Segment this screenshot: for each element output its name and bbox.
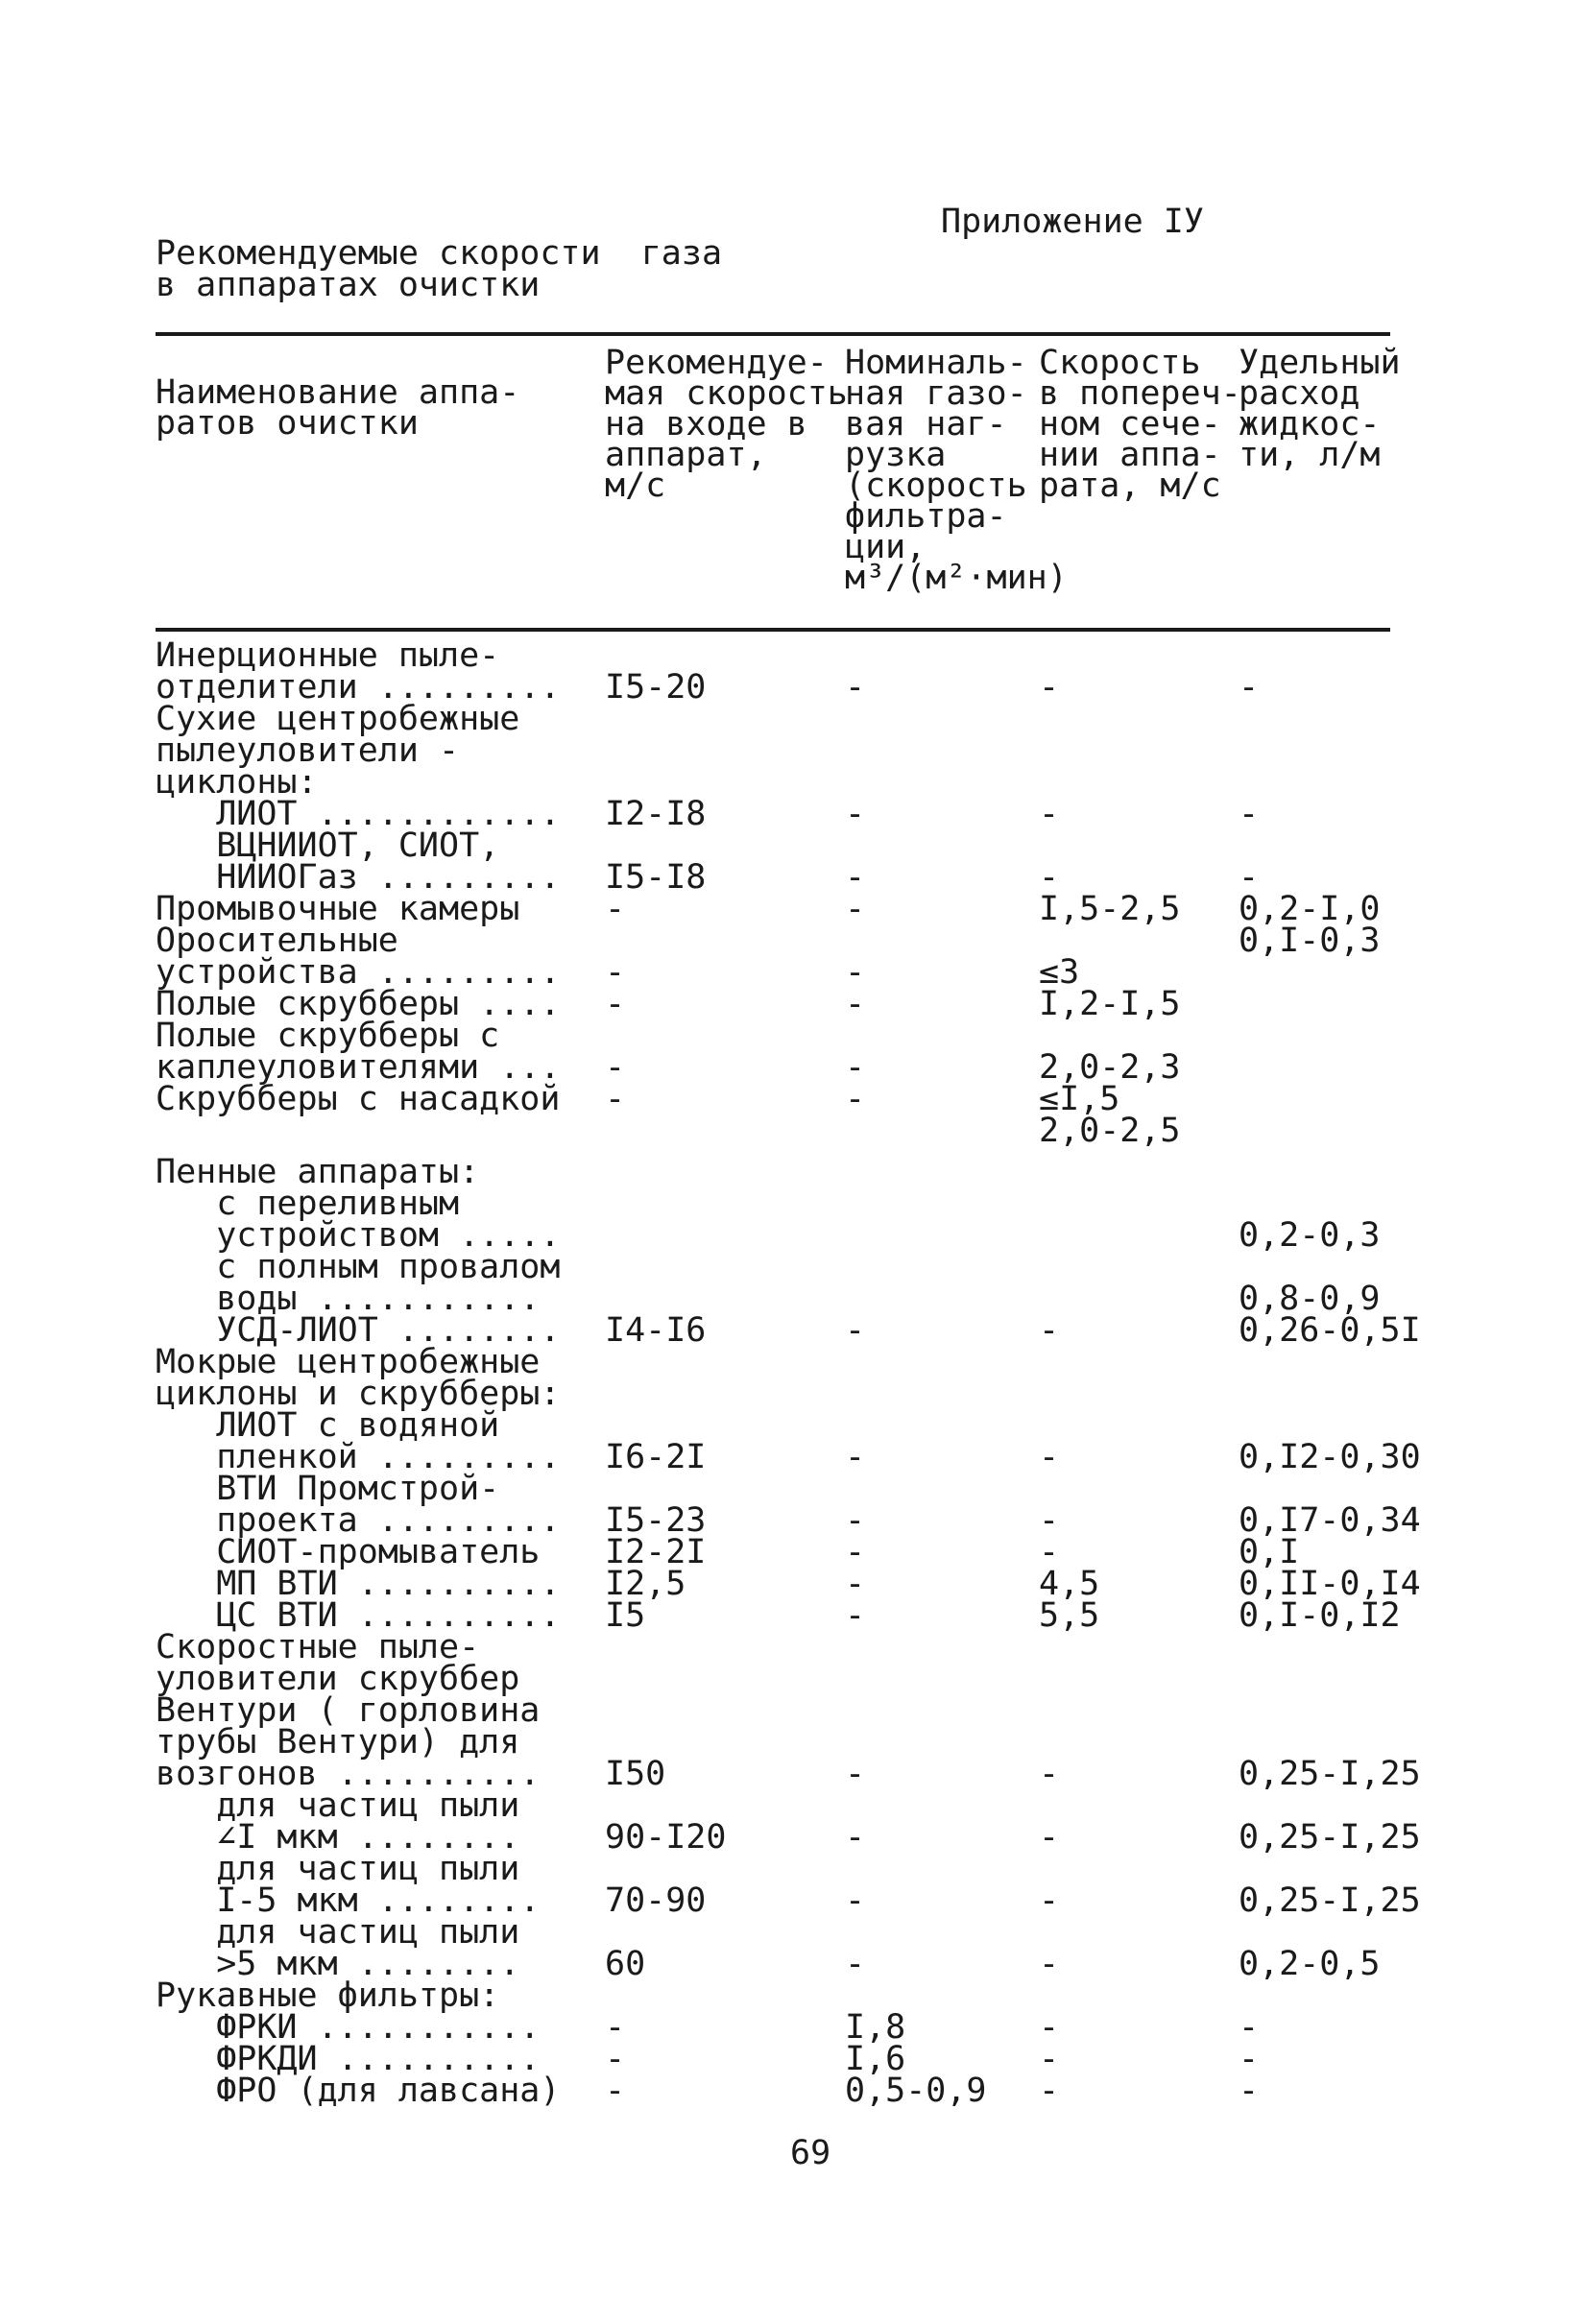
row-liquid-consumption: 0,25-I,25 bbox=[1239, 1818, 1421, 1857]
row-name: Мокрые центробежные циклоны и скрубберы: bbox=[156, 1343, 561, 1413]
row-gas-load: - bbox=[845, 1755, 866, 1793]
document-title: Рекомендуемые скорости газа в аппаратах очистки bbox=[156, 234, 723, 304]
row-cross-velocity: - bbox=[1039, 1533, 1060, 1571]
row-name: Пенные аппараты: bbox=[156, 1153, 480, 1191]
row-gas-load: - bbox=[845, 985, 866, 1023]
row-name: Полые скрубберы .... bbox=[156, 985, 561, 1023]
row-cross-velocity: - bbox=[1039, 2040, 1060, 2078]
row-inlet-velocity: - bbox=[605, 985, 626, 1023]
row-liquid-consumption: - bbox=[1239, 2040, 1260, 2078]
row-inlet-velocity: 60 bbox=[605, 1945, 646, 1983]
row-liquid-consumption: 0,2-0,3 bbox=[1239, 1216, 1381, 1255]
row-liquid-consumption: - bbox=[1239, 668, 1260, 707]
row-inlet-velocity: I2-I8 bbox=[605, 795, 707, 833]
row-inlet-velocity: I5-23 bbox=[605, 1501, 707, 1540]
row-gas-load: 0,5-0,9 bbox=[845, 2072, 987, 2110]
row-gas-load: - bbox=[845, 668, 866, 707]
row-inlet-velocity: I2-2I bbox=[605, 1533, 707, 1571]
row-cross-velocity: - bbox=[1039, 1945, 1060, 1983]
row-liquid-consumption: 0,8-0,9 bbox=[1239, 1280, 1381, 1318]
header-gas-load: Номиналь- ная газо- вая наг- рузка (скорость фильтра- ции, м³/(м²·мин) bbox=[845, 344, 1068, 597]
row-gas-load: - bbox=[845, 1565, 866, 1603]
row-name: Полые скрубберы с каплеуловителями ... bbox=[156, 1017, 561, 1087]
row-gas-load: I,8 bbox=[845, 2008, 906, 2047]
row-cross-velocity: - bbox=[1039, 668, 1060, 707]
row-gas-load: - bbox=[845, 1881, 866, 1920]
row-gas-load: - bbox=[845, 1818, 866, 1857]
row-cross-velocity: - bbox=[1039, 1311, 1060, 1350]
row-liquid-consumption: 0,25-I,25 bbox=[1239, 1881, 1421, 1920]
row-inlet-velocity: - bbox=[605, 953, 626, 992]
row-inlet-velocity: - bbox=[605, 1048, 626, 1087]
row-name: для частиц пыли >5 мкм ........ bbox=[216, 1913, 520, 1983]
row-inlet-velocity: I5-20 bbox=[605, 668, 707, 707]
row-cross-velocity: - bbox=[1039, 1755, 1060, 1793]
row-cross-velocity: I,2-I,5 bbox=[1039, 985, 1181, 1023]
header-inlet-velocity: Рекомендуе- мая скорость на входе в аппарат, м/с bbox=[605, 344, 848, 505]
row-name: ФРО (для лавсана) bbox=[156, 2072, 561, 2110]
row-name: Сухие центробежные пылеуловители - циклоны: bbox=[156, 700, 520, 802]
row-cross-velocity: - bbox=[1039, 795, 1060, 833]
row-inlet-velocity: - bbox=[605, 890, 626, 928]
row-name: ЛИОТ с водяной пленкой ......... bbox=[216, 1406, 561, 1476]
row-name: с полным провалом воды ........... bbox=[216, 1248, 561, 1318]
row-name: Скрубберы с насадкой bbox=[156, 1080, 561, 1118]
row-gas-load: - bbox=[845, 1048, 866, 1087]
row-gas-load: - bbox=[845, 890, 866, 928]
row-inlet-velocity: I5 bbox=[605, 1596, 646, 1635]
row-gas-load: I,6 bbox=[845, 2040, 906, 2078]
header-liquid-consumption: Удельный расход жидкос- ти, л/м bbox=[1239, 344, 1401, 474]
row-name: ВТИ Промстрой- проекта ......... bbox=[216, 1470, 561, 1540]
header-cross-section-velocity: Скорость в попереч- ном сече- нии аппа- рата, м/с bbox=[1039, 344, 1241, 505]
row-inlet-velocity: I5-I8 bbox=[605, 858, 707, 897]
row-name: Промывочные камеры bbox=[156, 890, 520, 928]
row-cross-velocity: ≤3 bbox=[1039, 953, 1080, 992]
row-cross-velocity: 5,5 bbox=[1039, 1596, 1100, 1635]
row-cross-velocity: 2,0-2,3 bbox=[1039, 1048, 1181, 1087]
row-cross-velocity: - bbox=[1039, 2072, 1060, 2110]
row-gas-load: - bbox=[845, 1311, 866, 1350]
row-cross-velocity: - bbox=[1039, 1881, 1060, 1920]
row-cross-velocity: - bbox=[1039, 858, 1060, 897]
row-gas-load: - bbox=[845, 1945, 866, 1983]
row-liquid-consumption: - bbox=[1239, 858, 1260, 897]
row-gas-load: - bbox=[845, 953, 866, 992]
appendix-label: Приложение IУ bbox=[941, 203, 1204, 241]
row-liquid-consumption: - bbox=[1239, 795, 1260, 833]
row-gas-load: - bbox=[845, 1501, 866, 1540]
row-name: ЦС ВТИ .......... bbox=[156, 1596, 561, 1635]
row-name: ФРКДИ .......... bbox=[156, 2040, 541, 2078]
row-name: СИОТ-промыватель bbox=[156, 1533, 541, 1571]
row-inlet-velocity: - bbox=[605, 2008, 626, 2047]
row-gas-load: - bbox=[845, 1533, 866, 1571]
row-gas-load: - bbox=[845, 795, 866, 833]
row-name: Рукавные фильтры: bbox=[156, 1977, 500, 2015]
row-liquid-consumption: 0,I-0,3 bbox=[1239, 922, 1381, 960]
row-inlet-velocity: 90-I20 bbox=[605, 1818, 727, 1857]
row-gas-load: - bbox=[845, 1080, 866, 1118]
row-inlet-velocity: I4-I6 bbox=[605, 1311, 707, 1350]
row-name: ЛИОТ ............ bbox=[156, 795, 561, 833]
row-liquid-consumption: 0,2-0,5 bbox=[1239, 1945, 1381, 1983]
row-liquid-consumption: 0,I bbox=[1239, 1533, 1300, 1571]
row-name: Оросительные устройства ......... bbox=[156, 922, 561, 992]
row-cross-velocity: - bbox=[1039, 2008, 1060, 2047]
row-liquid-consumption: 0,I7-0,34 bbox=[1239, 1501, 1421, 1540]
row-liquid-consumption: 0,25-I,25 bbox=[1239, 1755, 1421, 1793]
row-cross-velocity: ≤I,5 2,0-2,5 bbox=[1039, 1080, 1181, 1150]
row-name: для частиц пыли ∠I мкм ........ bbox=[216, 1786, 520, 1857]
row-name: ФРКИ ........... bbox=[156, 2008, 541, 2047]
row-inlet-velocity: - bbox=[605, 1080, 626, 1118]
row-liquid-consumption: 0,I-0,I2 bbox=[1239, 1596, 1401, 1635]
page-number: 69 bbox=[790, 2134, 831, 2172]
row-gas-load: - bbox=[845, 1438, 866, 1476]
row-inlet-velocity: 70-90 bbox=[605, 1881, 707, 1920]
row-gas-load: - bbox=[845, 858, 866, 897]
row-cross-velocity: - bbox=[1039, 1818, 1060, 1857]
table-top-rule bbox=[156, 332, 1390, 336]
row-liquid-consumption: 0,2-I,0 bbox=[1239, 890, 1381, 928]
row-liquid-consumption: 0,II-0,I4 bbox=[1239, 1565, 1421, 1603]
row-cross-velocity: I,5-2,5 bbox=[1039, 890, 1181, 928]
row-liquid-consumption: - bbox=[1239, 2072, 1260, 2110]
row-name: Скоростные пыле- уловители скруббер Вентури ( горловина трубы Вентури) для возгонов .......... bbox=[156, 1628, 541, 1793]
row-gas-load: - bbox=[845, 1596, 866, 1635]
row-cross-velocity: - bbox=[1039, 1501, 1060, 1540]
row-liquid-consumption: 0,26-0,5I bbox=[1239, 1311, 1421, 1350]
row-liquid-consumption: - bbox=[1239, 2008, 1260, 2047]
row-inlet-velocity: I50 bbox=[605, 1755, 666, 1793]
row-cross-velocity: 4,5 bbox=[1039, 1565, 1100, 1603]
header-apparatus-name: Наименование аппа- ратов очистки bbox=[156, 373, 520, 443]
table-header-rule bbox=[156, 628, 1390, 632]
row-inlet-velocity: I6-2I bbox=[605, 1438, 707, 1476]
row-name: ВЦНИИОТ, СИОТ, НИИОГаз ......... bbox=[216, 827, 561, 897]
row-name: с переливным устройством ..... bbox=[216, 1185, 561, 1255]
row-inlet-velocity: - bbox=[605, 2040, 626, 2078]
row-name: для частиц пыли I-5 мкм ........ bbox=[216, 1850, 541, 1920]
row-liquid-consumption: 0,I2-0,30 bbox=[1239, 1438, 1421, 1476]
row-cross-velocity: - bbox=[1039, 1438, 1060, 1476]
row-name: УСД-ЛИОТ ........ bbox=[156, 1311, 561, 1350]
row-name: МП ВТИ .......... bbox=[156, 1565, 561, 1603]
row-inlet-velocity: - bbox=[605, 2072, 626, 2110]
row-inlet-velocity: I2,5 bbox=[605, 1565, 686, 1603]
row-name: Инерционные пыле- отделители ......... bbox=[156, 636, 561, 707]
